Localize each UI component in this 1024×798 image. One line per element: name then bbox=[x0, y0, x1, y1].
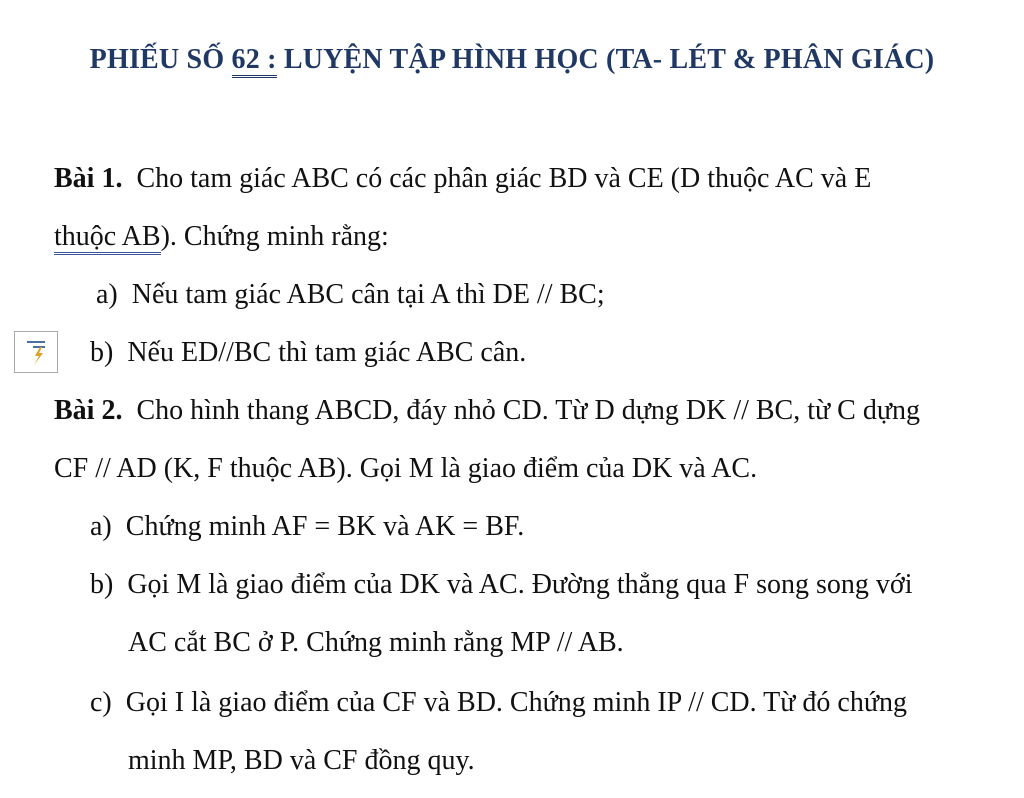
page-title bbox=[0, 44, 1024, 76]
bai1-text-2: ). Chứng minh rằng: bbox=[160, 221, 389, 252]
bai2-label: Bài 2. bbox=[54, 395, 123, 426]
list-item-text: Nếu tam giác ABC cân tại A thì DE // BC; bbox=[131, 279, 605, 310]
title-prefix: PHIẾU SỐ bbox=[89, 44, 232, 75]
bai2-line1 bbox=[54, 394, 920, 428]
bai1-item-b bbox=[90, 336, 526, 370]
bai1-text-1: Cho tam giác ABC có các phân giác BD và CE (D thuộc AC và E bbox=[136, 163, 872, 194]
list-marker: b) bbox=[90, 569, 114, 600]
bai1-underlined-text: thuộc AB bbox=[54, 221, 161, 255]
list-marker: a) bbox=[90, 511, 112, 542]
bai2-item-b-cont bbox=[128, 626, 624, 660]
bai1-line1 bbox=[54, 162, 871, 196]
bai2-text-1: Cho hình thang ABCD, đáy nhỏ CD. Từ D dựng DK // BC, từ C dựng bbox=[136, 395, 921, 426]
title-rest: LUYỆN TẬP HÌNH HỌC (TA- LÉT & PHÂN GIÁC) bbox=[276, 44, 935, 75]
bai2-item-c-cont bbox=[128, 744, 475, 778]
bai2-item-b bbox=[90, 568, 913, 602]
bai2-text-2: CF // AD (K, F thuộc AB). Gọi M là giao điểm của DK và AC. bbox=[54, 453, 758, 484]
bai2-item-a bbox=[90, 510, 524, 544]
lightning-note-icon bbox=[15, 332, 57, 372]
bai2-item-c bbox=[90, 686, 907, 720]
bai1-item-a bbox=[96, 278, 605, 312]
list-item-text: Gọi I là giao điểm của CF và BD. Chứng minh IP // CD. Từ đó chứng bbox=[125, 687, 908, 718]
list-item-text: Gọi M là giao điểm của DK và AC. Đường thẳng qua F song song với bbox=[127, 569, 913, 600]
bai1-line2 bbox=[54, 220, 389, 254]
list-item-text: Nếu ED//BC thì tam giác ABC cân. bbox=[127, 337, 527, 368]
list-marker: a) bbox=[96, 279, 118, 310]
list-item-text: minh MP, BD và CF đồng quy. bbox=[128, 745, 475, 776]
bai1-label: Bài 1. bbox=[54, 163, 123, 194]
title-number: 62 : bbox=[232, 44, 277, 78]
list-item-text: Chứng minh AF = BK và AK = BF. bbox=[125, 511, 525, 542]
list-marker: c) bbox=[90, 687, 112, 718]
list-marker: b) bbox=[90, 337, 114, 368]
comment-marker[interactable] bbox=[14, 331, 58, 373]
bai2-line2 bbox=[54, 452, 757, 486]
list-item-text: AC cắt BC ở P. Chứng minh rằng MP // AB. bbox=[128, 627, 624, 658]
